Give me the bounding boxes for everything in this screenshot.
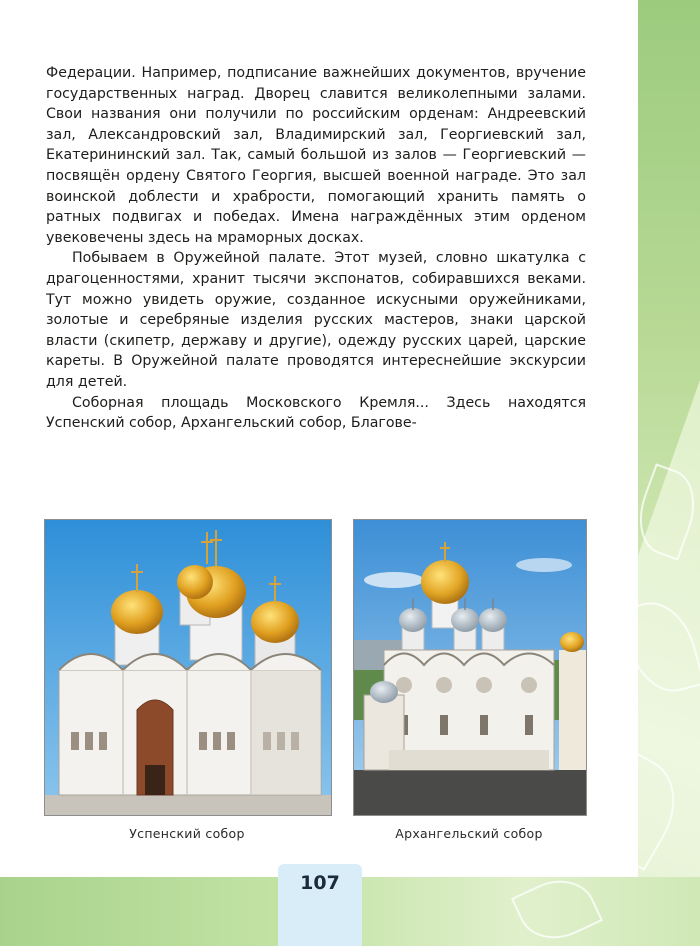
page-number: 107 bbox=[300, 872, 340, 894]
arkhangelsky-cathedral-photo bbox=[353, 519, 587, 816]
paragraph-3: Соборная площадь Московского Кремля... Здесь находятся Успенский собор, Архангельский собор, Благове- bbox=[46, 394, 586, 432]
paragraph-1: Федерации. Например, подписание важнейших документов, вручение государственных наград. Дворец славится великолепными залами. Свои названия они получили по российским орденам: Андреевский зал, Александровский зал, Владимирский зал, Георгиевский зал, Екатерининский зал. Так, самый большой из залов — Георгиевский — посвящён ордену Святого Георгия, высшей военной награде. Это зал воинской доблести и храбрости, помогающий хранить память о ратных подвигах и победах. Имена награждённых этим орденом увековечены здесь на мраморных досках. bbox=[46, 65, 586, 246]
figure-caption-2: Архангельский собор bbox=[395, 826, 543, 841]
paragraph-2: Побываем в Оружейной палате. Этот музей, словно шкатулка с драгоценностями, хранит тысячи экспонатов, собиравшихся веками. Тут можно увидеть оружие, созданное искусными оружейниками, золотые и серебряные изделия русских мастеров, знаки царской власти (скипетр, державу и другие), одежду русских царей, царские кареты. В Оружейной палате проводятся интереснейшие экскурсии для детей. bbox=[46, 250, 586, 390]
figure-caption-1: Успенский собор bbox=[129, 826, 245, 841]
uspensky-cathedral-photo bbox=[44, 519, 332, 816]
body-text bbox=[46, 63, 586, 434]
